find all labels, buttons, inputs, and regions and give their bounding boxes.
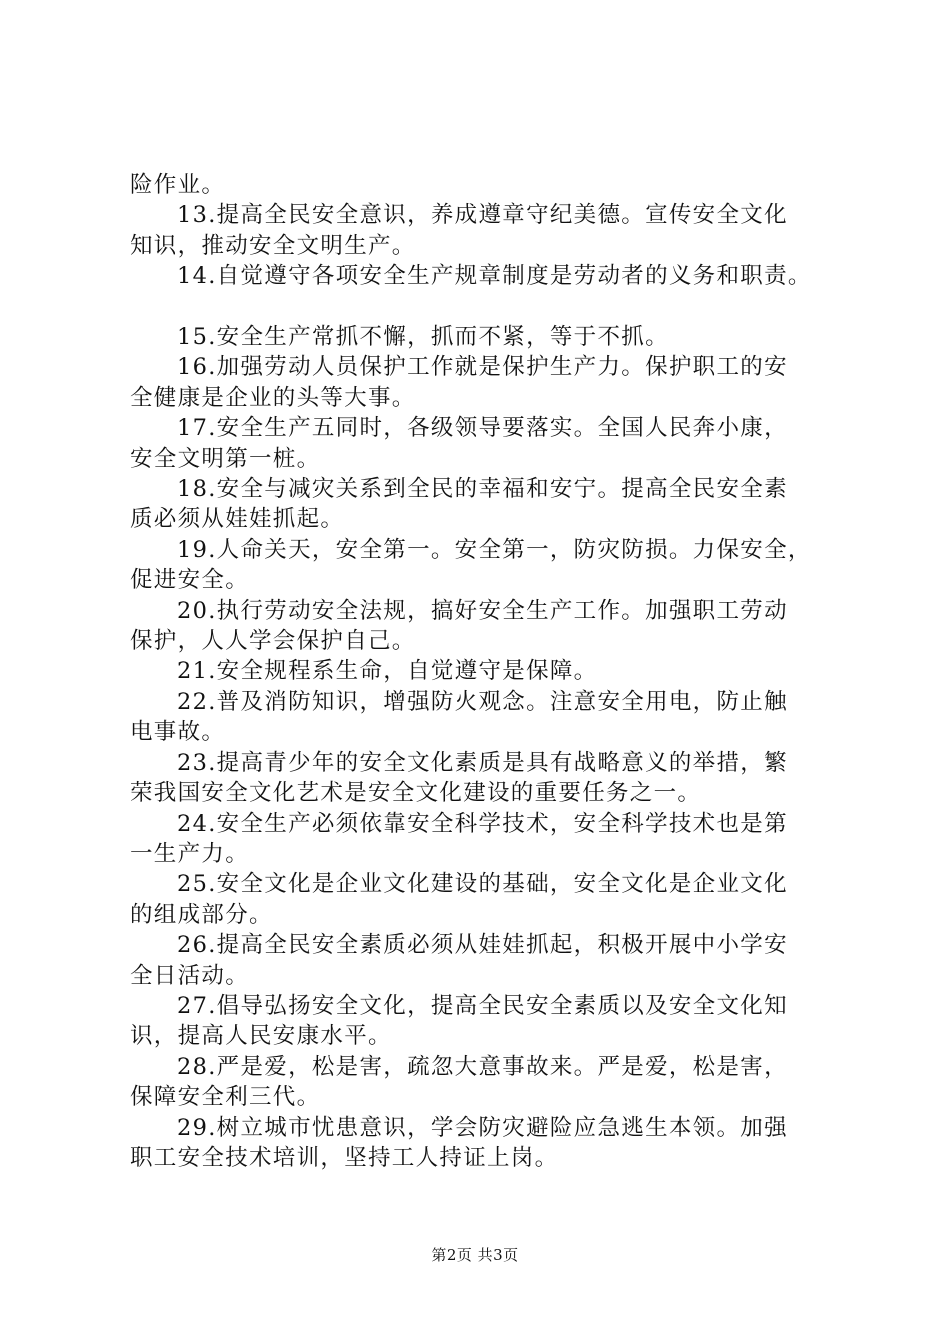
text-line: 26.提高全民安全素质必须从娃娃抓起，积极开展中小学安 bbox=[177, 932, 788, 959]
text-line: 22.普及消防知识，增强防火观念。注意安全用电，防止触 bbox=[177, 688, 788, 715]
text-line: 安全文明第一桩。 bbox=[130, 445, 321, 472]
text-line: 全日活动。 bbox=[130, 962, 250, 989]
text-line: 一生产力。 bbox=[130, 840, 250, 867]
text-line: 16.加强劳动人员保护工作就是保护生产力。保护职工的安 bbox=[177, 354, 788, 381]
blank-line bbox=[130, 292, 850, 322]
text-line: 职工安全技术培训，坚持工人持证上岗。 bbox=[130, 1144, 559, 1171]
text-line: 28.严是爱，松是害，疏忽大意事故来。严是爱，松是害， bbox=[177, 1053, 788, 1080]
text-line: 质必须从娃娃抓起。 bbox=[130, 506, 345, 533]
text-line: 23.提高青少年的安全文化素质是具有战略意义的举措，繁 bbox=[177, 749, 788, 776]
text-line: 13.提高全民安全意识，养成遵章守纪美德。宣传安全文化 bbox=[177, 202, 788, 229]
text-line: 保护，人人学会保护自己。 bbox=[130, 628, 416, 655]
text-line: 20.执行劳动安全法规，搞好安全生产工作。加强职工劳动 bbox=[177, 597, 788, 624]
document-body bbox=[130, 170, 850, 1173]
text-line: 知识，推动安全文明生产。 bbox=[130, 232, 416, 259]
text-line: 识，提高人民安康水平。 bbox=[130, 1023, 392, 1050]
text-line: 15.安全生产常抓不懈，抓而不紧，等于不抓。 bbox=[177, 324, 669, 351]
text-line: 18.安全与减灾关系到全民的幸福和安宁。提高全民安全素 bbox=[177, 476, 788, 503]
text-line: 21.安全规程系生命，自觉遵守是保障。 bbox=[177, 658, 598, 685]
text-line: 险作业。 bbox=[130, 172, 226, 198]
text-line: 电事故。 bbox=[130, 719, 226, 746]
text-line: 25.安全文化是企业文化建设的基础，安全文化是企业文化 bbox=[177, 871, 788, 898]
text-line: 27.倡导弘扬安全文化，提高全民安全素质以及安全文化知 bbox=[177, 992, 788, 1019]
text-line: 24.安全生产必须依靠安全科学技术，安全科学技术也是第 bbox=[177, 810, 788, 837]
text-line: 促进安全。 bbox=[130, 567, 250, 594]
page-footer: 第2页 共3页 bbox=[431, 1246, 519, 1264]
text-line: 全健康是企业的头等大事。 bbox=[130, 384, 416, 411]
text-line: 的组成部分。 bbox=[130, 901, 273, 928]
text-line: 荣我国安全文化艺术是安全文化建设的重要任务之一。 bbox=[130, 780, 702, 807]
text-line: 29.树立城市忧患意识，学会防灾避险应急逃生本领。加强 bbox=[177, 1114, 788, 1141]
text-line: 14.自觉遵守各项安全生产规章制度是劳动者的义务和职责。 bbox=[177, 263, 812, 290]
text-line: 保障安全利三代。 bbox=[130, 1084, 321, 1111]
text-line: 17.安全生产五同时，各级领导要落实。全国人民奔小康， bbox=[177, 415, 788, 442]
text-line: 19.人命关天，安全第一。安全第一，防灾防损。力保安全， bbox=[177, 536, 812, 563]
